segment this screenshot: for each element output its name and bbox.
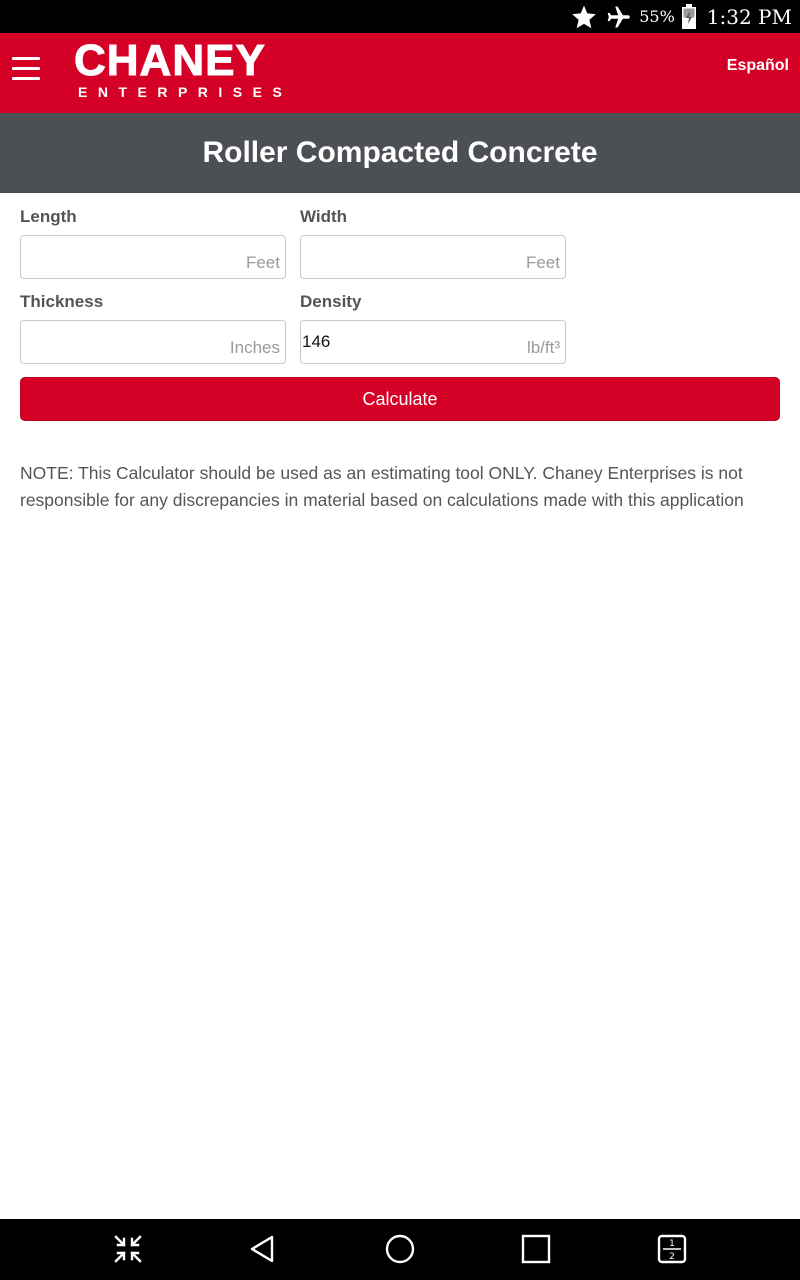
chaney-logo: [74, 38, 304, 104]
density-value: 146: [302, 332, 331, 351]
disclaimer-note: NOTE: This Calculator should be used as an estimating tool ONLY. Chaney Enterprises is not responsible for any discrepancies in material based on calculations made with this application: [20, 463, 744, 510]
back-icon[interactable]: [248, 1233, 280, 1265]
width-label: Width: [300, 207, 348, 226]
length-label: Length: [20, 207, 77, 226]
thickness-label: Thickness: [20, 292, 104, 311]
app-header: [0, 33, 800, 113]
page-title: Roller Compacted Concrete: [202, 136, 598, 169]
language-toggle-link[interactable]: Español: [726, 57, 789, 74]
recents-icon[interactable]: [520, 1233, 552, 1265]
hamburger-menu-icon[interactable]: [12, 57, 42, 81]
svg-text:2: 2: [669, 1252, 675, 1262]
length-unit: Feet: [245, 253, 280, 272]
airplane-mode-icon: [603, 3, 631, 31]
title-bar: [0, 113, 800, 193]
width-input[interactable]: [300, 235, 566, 279]
length-input[interactable]: [20, 235, 286, 279]
density-input[interactable]: [300, 320, 566, 364]
svg-text:1: 1: [669, 1239, 675, 1249]
width-unit: Feet: [525, 253, 560, 272]
battery-charging-icon: [681, 4, 697, 30]
home-icon[interactable]: [384, 1233, 416, 1265]
logo-main-text: CHANEY: [74, 36, 266, 85]
logo-sub-text: ENTERPRISES: [78, 84, 293, 100]
system-nav-bar: [0, 1219, 800, 1280]
length-field: [20, 207, 286, 279]
calculate-button[interactable]: Calculate: [20, 377, 780, 421]
width-field: [300, 207, 566, 279]
status-bar: [0, 0, 800, 33]
star-icon: [571, 4, 597, 30]
split-screen-icon[interactable]: [656, 1233, 688, 1265]
collapse-icon[interactable]: [112, 1233, 144, 1265]
thickness-field: [20, 292, 286, 364]
thickness-unit: Inches: [229, 338, 280, 357]
thickness-input[interactable]: [20, 320, 286, 364]
battery-percent: 55%: [639, 7, 675, 26]
density-field: [300, 292, 566, 364]
density-label: Density: [300, 292, 362, 311]
density-unit: lb/ft³: [526, 338, 560, 357]
clock: 1:32 PM: [706, 4, 792, 29]
